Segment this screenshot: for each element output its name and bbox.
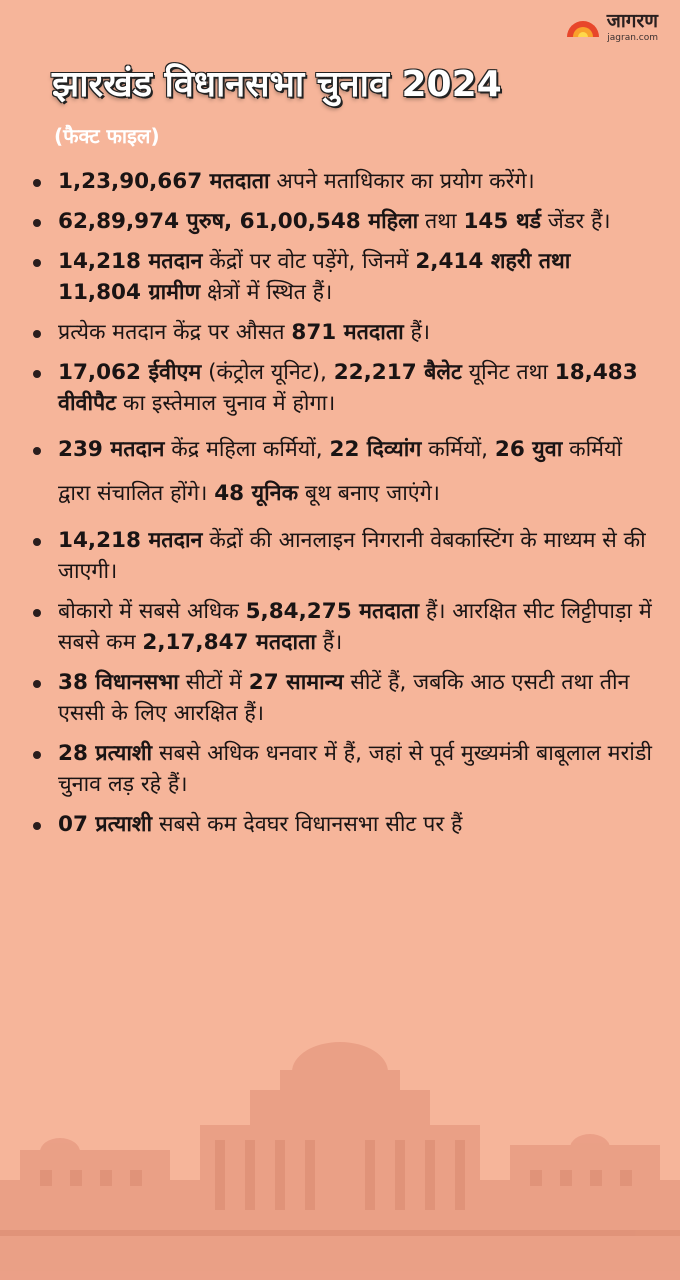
fact-text: तथा bbox=[418, 209, 464, 234]
fact-text: यूनिट तथा bbox=[461, 360, 555, 385]
fact-highlight: 5,84,275 मतदाता bbox=[245, 599, 420, 624]
fact-item bbox=[30, 246, 660, 308]
fact-highlight: 239 मतदान bbox=[58, 437, 165, 462]
fact-text: का इस्तेमाल चुनाव में होगा। bbox=[116, 391, 336, 416]
fact-highlight: 07 प्रत्याशी bbox=[58, 812, 153, 837]
fact-item bbox=[30, 809, 660, 840]
fact-highlight: 1,23,90,667 मतदाता bbox=[58, 169, 270, 194]
fact-text: अपने मताधिकार का प्रयोग करेंगे। bbox=[269, 169, 535, 194]
fact-text: (कंट्रोल यूनिट), bbox=[201, 360, 334, 385]
fact-item bbox=[30, 525, 660, 587]
fact-text: कर्मियों, bbox=[421, 437, 495, 462]
fact-text: क्षेत्रों में स्थित हैं। bbox=[200, 280, 333, 305]
fact-text: हैं। आरक्षित सीट लिट्टीपाड़ा में सबसे कम bbox=[58, 599, 652, 655]
jagran-logo bbox=[565, 12, 658, 43]
sunrise-icon bbox=[565, 17, 601, 39]
fact-text: बूथ बनाए जाएंगे। bbox=[298, 481, 440, 506]
page-subtitle: (फैक्ट फाइल) bbox=[54, 124, 160, 148]
fact-highlight: 26 युवा bbox=[494, 437, 563, 462]
fact-text: बोकारो में सबसे अधिक bbox=[58, 599, 246, 624]
fact-highlight: 48 यूनिक bbox=[214, 481, 299, 506]
fact-item bbox=[30, 357, 660, 419]
fact-highlight: 871 मतदाता bbox=[291, 320, 404, 345]
fact-text: सीटों में bbox=[178, 670, 249, 695]
brand-name: जागरण bbox=[606, 10, 658, 32]
fact-item bbox=[30, 317, 660, 348]
fact-item bbox=[30, 206, 660, 237]
page-title: झारखंड विधानसभा चुनाव 2024 bbox=[52, 64, 502, 105]
fact-item bbox=[30, 738, 660, 800]
fact-highlight: 28 प्रत्याशी bbox=[58, 741, 153, 766]
fact-highlight: 14,218 मतदान bbox=[58, 249, 203, 274]
assembly-building-illustration bbox=[0, 1030, 680, 1280]
fact-highlight: 14,218 मतदान bbox=[58, 528, 203, 553]
brand-url: jagran.com bbox=[607, 33, 658, 43]
fact-highlight: 38 विधानसभा bbox=[58, 670, 179, 695]
fact-highlight: 27 सामान्य bbox=[248, 670, 344, 695]
fact-highlight: 2,414 शहरी तथा 11,804 ग्रामीण bbox=[58, 249, 571, 305]
fact-item bbox=[30, 166, 660, 197]
fact-item bbox=[30, 596, 660, 658]
fact-text: कर्मियों द्वारा संचालित होंगे। bbox=[58, 437, 623, 506]
fact-highlight: 18,483 वीवीपैट bbox=[58, 360, 638, 416]
fact-text: सबसे कम देवघर विधानसभा सीट पर हैं bbox=[152, 812, 463, 837]
fact-text: केंद्र महिला कर्मियों, bbox=[164, 437, 330, 462]
fact-list bbox=[30, 166, 660, 849]
fact-highlight: 145 थर्ड bbox=[463, 209, 542, 234]
fact-highlight: 62,89,974 पुरुष, 61,00,548 महिला bbox=[58, 209, 419, 234]
fact-text: सीटें हैं, जबकि आठ एसटी तथा तीन एससी के लिए आरक्षित हैं। bbox=[58, 670, 630, 726]
fact-item bbox=[30, 428, 660, 516]
fact-highlight: 22 दिव्यांग bbox=[329, 437, 422, 462]
fact-item bbox=[30, 667, 660, 729]
fact-text: हैं। bbox=[315, 630, 343, 655]
fact-text: केंद्रों की आनलाइन निगरानी वेबकास्टिंग के माध्यम से की जाएगी। bbox=[58, 528, 646, 584]
fact-text: केंद्रों पर वोट पड़ेंगे, जिनमें bbox=[202, 249, 416, 274]
fact-highlight: 17,062 ईवीएम bbox=[58, 360, 202, 385]
fact-text: प्रत्येक मतदान केंद्र पर औसत bbox=[58, 320, 292, 345]
fact-highlight: 22,217 बैलेट bbox=[333, 360, 462, 385]
fact-text: सबसे अधिक धनवार में हैं, जहां से पूर्व मुख्यमंत्री बाबूलाल मरांडी चुनाव लड़ रहे हैं। bbox=[58, 741, 652, 797]
fact-text: जेंडर हैं। bbox=[541, 209, 611, 234]
fact-highlight: 2,17,847 मतदाता bbox=[142, 630, 316, 655]
fact-text: हैं। bbox=[403, 320, 431, 345]
